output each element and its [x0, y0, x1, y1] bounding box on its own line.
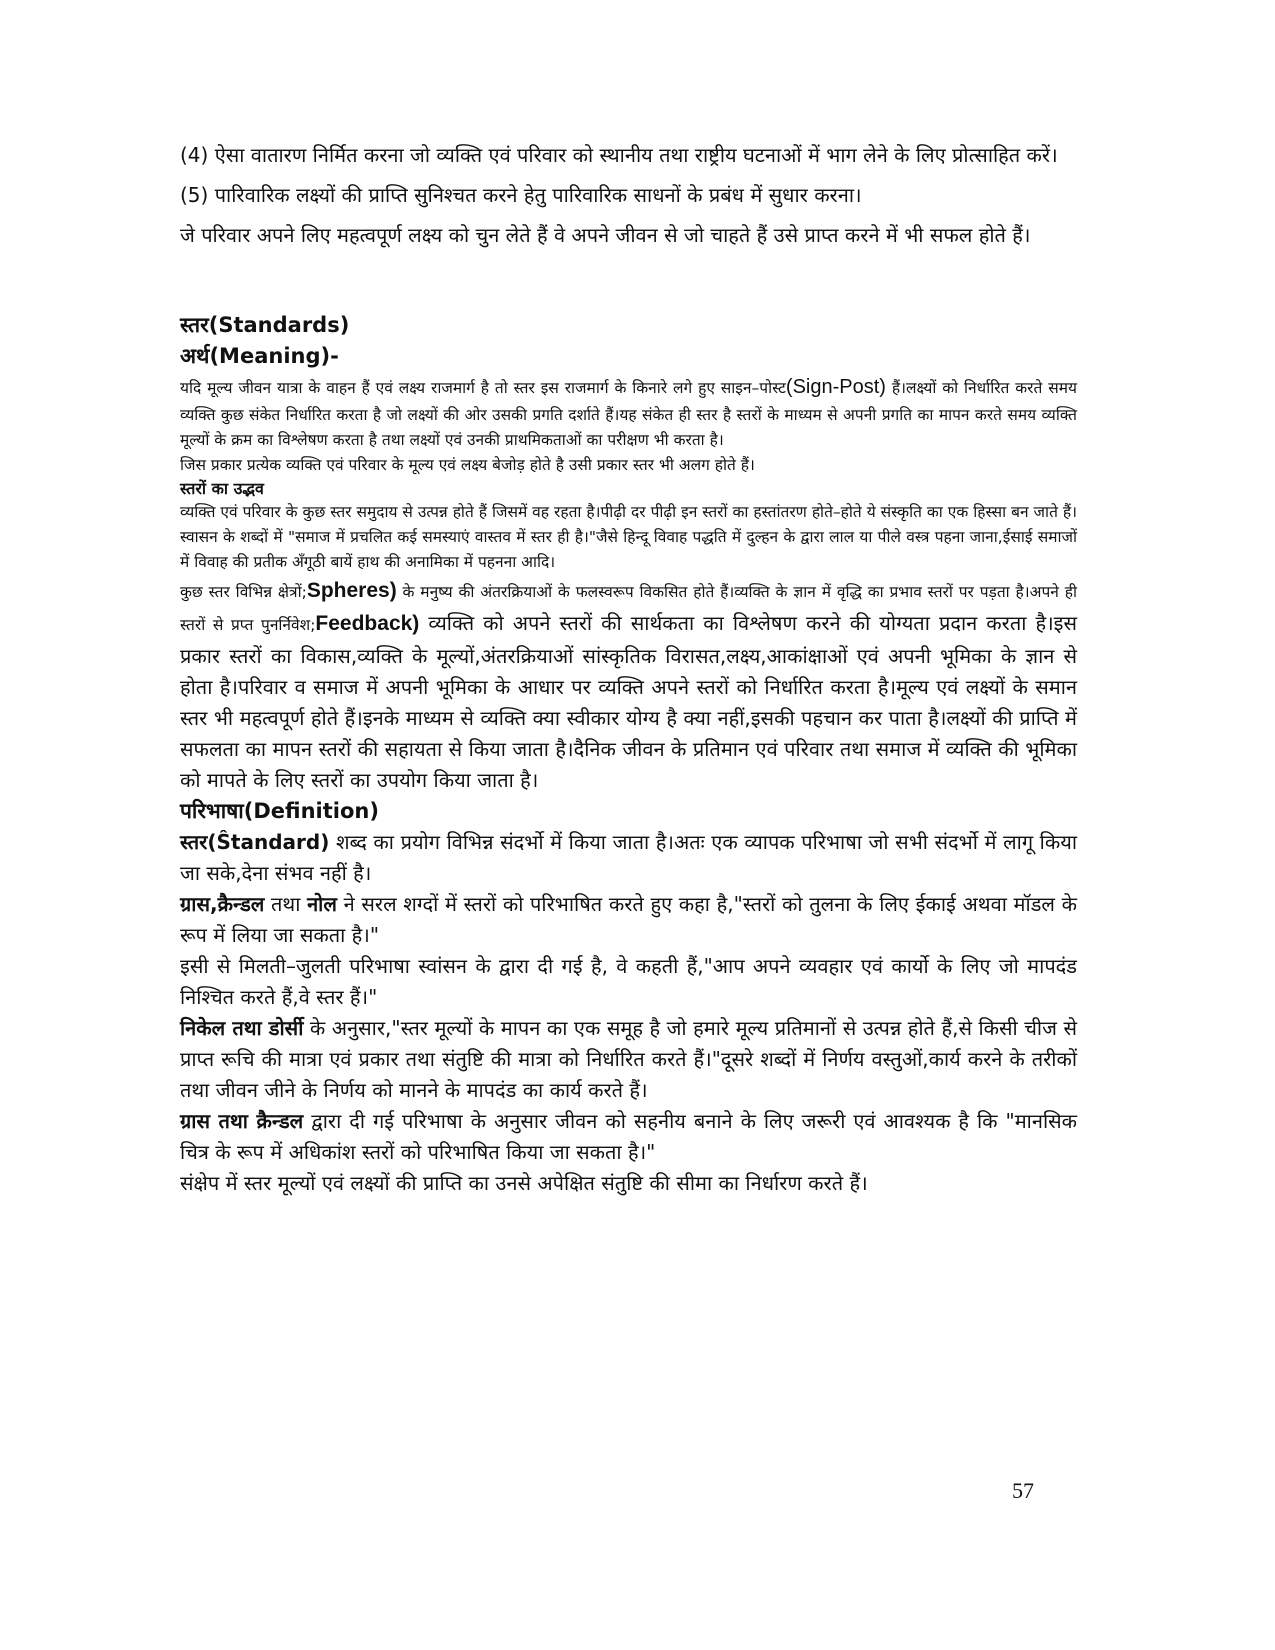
spheres-text-a: कुछ स्तर विभिन्न क्षेत्रों; [180, 583, 307, 601]
definition-1-text: शब्द का प्रयोग विभिन्न संदर्भो में किया जाता है।अतः एक व्यापक परिभाषा जो सभी संदर्भो में लागू किया जा सके,देना संभव नहीं है। [180, 830, 1077, 885]
origin-paragraph: व्यक्ति एवं परिवार के कुछ स्तर समुदाय से उत्पन्न होते हैं जिसमें वह रहता है।पीढ़ी दर पीढ़ी इन स्तरों का हस्तांतरण होते–होते ये संस्कृति का एक हिस्सा बन जाते हैं।स्वासन के शब्दों में "समाज में प्रचलित कई समस्याएं वास्तव में स्तर ही है।"जैसे हिन्दू विवाह पद्धति में दुल्हन के द्वारा लाल या पीले वस्त्र पहना जाना,ईसाई समाजों में विवाह की प्रतीक अँगूठी बायें हाथ की अनामिका में पहनना आदि। [180, 503, 1077, 571]
feedback-term: Feedback) [315, 612, 420, 635]
definition-2-mid: तथा [264, 892, 308, 916]
definition-2-author-b: नोल [307, 892, 337, 916]
meaning-paragraph [180, 372, 1077, 453]
standards-heading: स्तर(Standards) [180, 313, 350, 337]
definition-5-text: द्वारा दी गई परिभाषा के अनुसार जीवन को सहनीय बनाने के लिए जरूरी एवं आवश्यक है कि "मानसिक चित्र के रूप में अधिकांश स्तरों को परिभाषित किया जा सकता है।" [180, 1109, 1077, 1164]
definition-4-author: निकेल तथा डोर्सी [180, 1016, 304, 1040]
point-4: (4) ऐसा वातारण निर्मित करना जो व्यक्ति एवं परिवार को स्थानीय तथा राष्ट्रीय घटनाओं में भाग लेने के लिए प्रोत्साहित करें। [180, 143, 1058, 167]
definition-summary: संक्षेप में स्तर मूल्यों एवं लक्ष्यों की प्राप्ति का उनसे अपेक्षित संतुष्टि की सीमा का निर्धारण करते हैं। [180, 1171, 868, 1195]
definition-3: इसी से मिलती–जुलती परिभाषा स्वांसन के द्वारा दी गई है, वे कहती हैं,"आप अपने व्यवहार एवं कार्यो के लिए जो मापदंड निश्चित करते हैं,वे स्तर हैं।" [180, 954, 1077, 1009]
spheres-text-b: के मनुष्य की अंतरक्रियाओं के फलस्वरूप विकसित होते हैं।व्यक्ति के ज्ञान में वृद्धि का प्रभाव स्तरों पर पड़ता है।अपने ही स्तरों से प्रप्त पुनर्निवेश; [180, 583, 1077, 634]
meaning-paragraph-2: जिस प्रकार प्रत्येक व्यक्ति एवं परिवार के मूल्य एवं लक्ष्य बेजोड़ होते है उसी प्रकार स्तर भी अलग होते हैं। [180, 456, 755, 474]
definition-5-author: ग्रास तथा क्रैन्डल [180, 1109, 304, 1133]
definition-5 [180, 1106, 1077, 1168]
definition-4-text: के अनुसार,"स्तर मूल्यों के मापन का एक समूह है जो हमारे मूल्य प्रतिमानों से उत्पन्न होते हैं,से किसी चीज से प्राप्त रूचि की मात्रा एवं प्रकार तथा संतुष्टि की मात्रा को निर्धारित करते हैं।"दूसरे शब्दों में निर्णय वस्तुओं,कार्य करने के तरीकों तथा जीवन जीने के निर्णय को मानने के मापदंड का कार्य करते हैं। [180, 1016, 1077, 1102]
definition-1-term: स्तर(Ŝtandard) [180, 830, 330, 854]
spheres-term: Spheres) [306, 579, 397, 602]
definition-1 [180, 827, 1077, 889]
meaning-heading: अर्थ(Meaning)- [180, 344, 339, 368]
definition-2-text: ने सरल शग्दों में स्तरों को परिभाषित करते हुए कहा है,"स्तरों को तुलना के लिए ईकाई अथवा मॉडल के रूप में लिया जा सकता है।" [180, 892, 1077, 947]
section-gap [180, 260, 1077, 310]
page-number: 57 [1012, 1478, 1034, 1503]
definition-heading: परिभाषा(Definition) [180, 799, 379, 823]
sign-post-term: (Sign-Post) [785, 376, 886, 398]
definition-4 [180, 1013, 1077, 1106]
definition-2-author-a: ग्रास,क्रैन्डल [180, 892, 265, 916]
spheres-paragraph [180, 575, 1077, 796]
document-page [180, 140, 1077, 1199]
intro-closing: जे परिवार अपने लिए महत्वपूर्ण लक्ष्य को चुन लेते हैं वे अपने जीवन से जो चाहते हैं उसे प्राप्त करने में भी सफल होते हैं। [180, 223, 1031, 247]
origin-heading: स्तरों का उद्भव [180, 479, 264, 498]
spheres-text-c: व्यक्ति को अपने स्तरों की सार्थकता का विश्लेषण करने की योग्यता प्रदान करता है।इस प्रकार स्तरों का विकास,व्यक्ति के मूल्यों,अंतरक्रियाओं सांस्कृतिक विरासत,लक्ष्य,आकांक्षाओं एवं अपनी भूमिका के ज्ञान से होता है।परिवार व समाज में अपनी भूमिका के आधार पर व्यक्ति अपने स्तरों को निर्धारित करता है।मूल्य एवं लक्ष्यों के समान स्तर भी महत्वपूर्ण होते हैं।इनके माध्यम से व्यक्ति क्या स्वीकार योग्य है क्या नहीं,इसकी पहचान कर पाता है।लक्ष्यों की प्राप्ति में सफलता का मापन स्तरों की सहायता से किया जाता है।दैनिक जीवन के प्रतिमान एवं परिवार तथा समाज में व्यक्ति की भूमिका को मापते के लिए स्तरों का उपयोग किया जाता है। [180, 611, 1077, 792]
meaning-text-1b: हैं।लक्ष्यों को निर्धारित करते समय व्यक्ति कुछ संकेत निर्धारित करता है जो लक्ष्यों की ओर उसकी प्रगति दर्शाते हैं।यह संकेत ही स्तर है स्तरों के माध्यम से अपनी प्रगति का मापन करते समय व्यक्ति मूल्यों के क्रम का विश्लेषण करता है तथा लक्ष्यों एवं उनकी प्राथमिकताओं का परीक्षण भी करता है। [180, 379, 1077, 449]
point-5: (5) पारिवारिक लक्ष्यों की प्राप्ति सुनिश्चत करने हेतु पारिवारिक साधनों के प्रबंध में सुधार करना। [180, 183, 862, 207]
definition-2 [180, 889, 1077, 951]
meaning-text-1a: यदि मूल्य जीवन यात्रा के वाहन हैं एवं लक्ष्य राजमार्ग है तो स्तर इस राजमार्ग के किनारे लगे हुए साइन–पोस्ट [180, 379, 786, 397]
